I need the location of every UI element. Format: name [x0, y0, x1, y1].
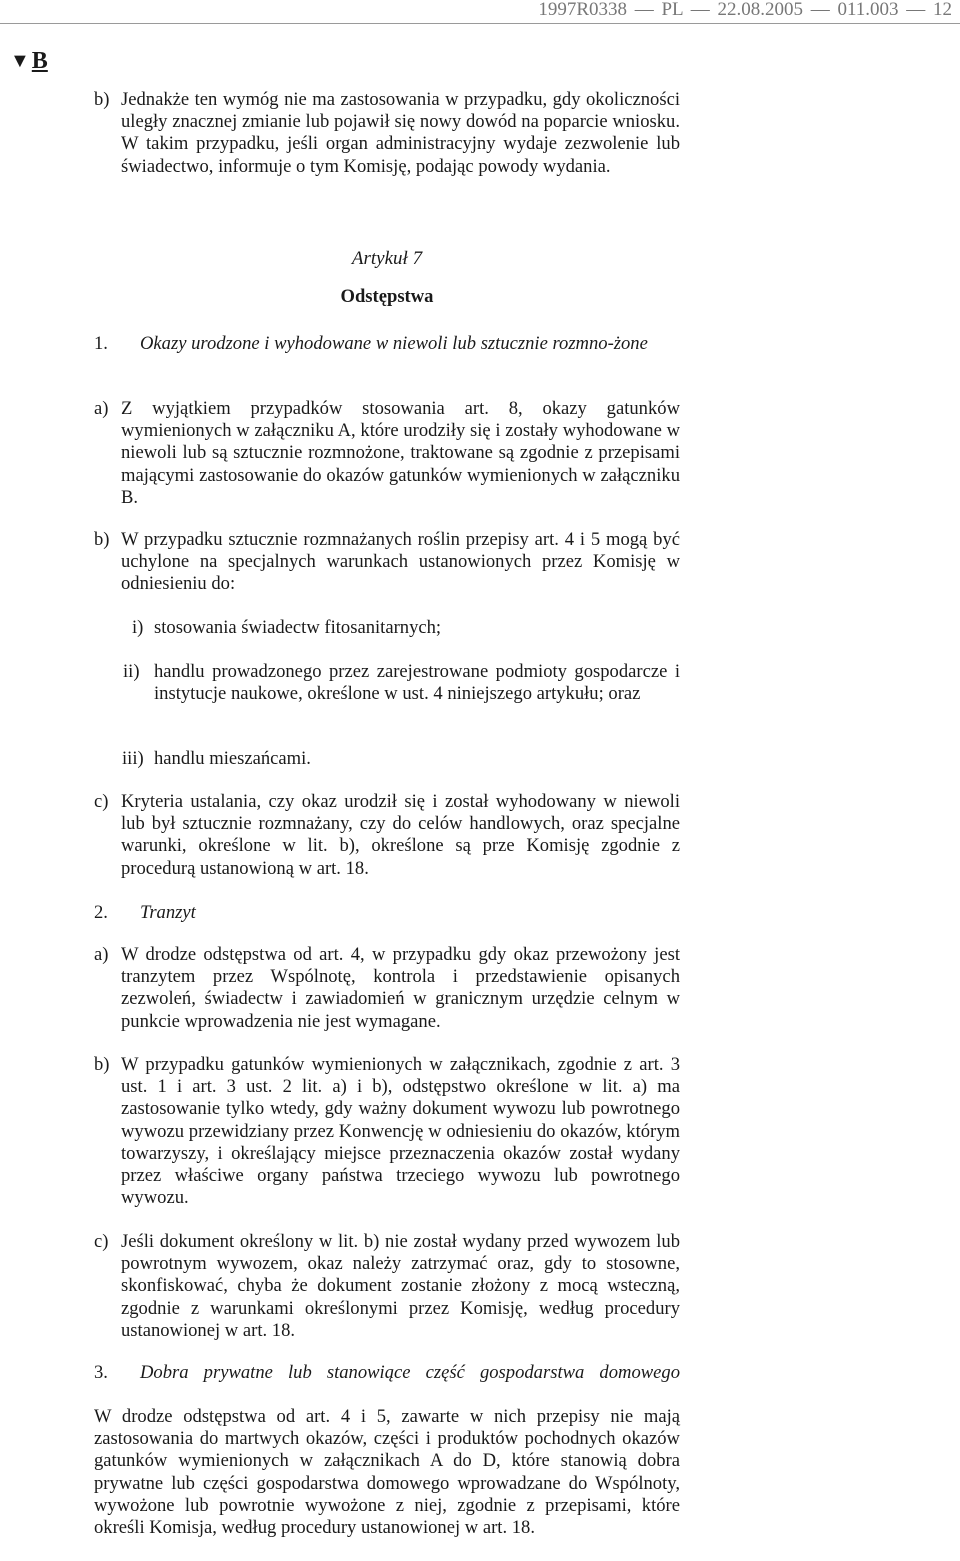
item-label: c) — [94, 791, 109, 812]
page-header — [0, 0, 960, 26]
item-text: W przypadku gatunków wymienionych w załącznikach, zgodnie z art. 3 ust. 1 i art. 3 ust. 2 lit. a) i b), odstępstwo określone w lit. a) ma zastosowanie tylko wtedy, gdy ważny dokument wywozu lub powrotnego wywozu przewidziany przez Konwencję w odniesieniu do okazów, którym towarzyszy, i określający miejsce przeznaczenia okazów został wydany przez właściwe organy państwa trzeciego wywozu lub powrotnego wywozu. — [121, 1054, 680, 1209]
section-3-text: W drodze odstępstwa od art. 4 i 5, zawarte w nich przepisy nie mają zastosowania do martwych okazów, części i produktów pochodnych okazów gatunków wymienionych w załącznikach A do D, które stanowią dobra prywatne lub części gospodarstwa domowego wprowadzane do Wspólnoty, wywożone lub powrotnie wywożone z niej, zgodnie z przepisami, które określi Komisja, według procedury ustanowionej w art. 18. — [94, 1406, 680, 1539]
article-title: Odstępstwa — [340, 286, 434, 307]
item-label: a) — [94, 398, 109, 419]
item-label: b) — [94, 1054, 110, 1075]
item-label: i) — [132, 617, 144, 638]
section-title: Okazy urodzone i wyhodowane w niewoli lub sztucznie rozmno-żone — [140, 333, 648, 354]
item-text: Jeśli dokument określony w lit. b) nie został wydany przed wywozem lub powrotnym wywozem, okaz należy zatrzymać oraz, gdy to stosowne, skonfiskować, chyba że dokument zostanie złożony z mocą wsteczną, zgodnie z warunkami określonymi przez Komisję, według procedury ustanowionej w art. 18. — [121, 1231, 680, 1341]
item-text: handlu mieszańcami. — [154, 748, 311, 769]
item-label: b) — [94, 529, 110, 550]
item-label: ii) — [123, 661, 140, 682]
item-text: W przypadku sztucznie rozmnażanych roślin przepisy art. 4 i 5 mogą być uchylone na specjalnych warunkach ustanowionych przez Komisję w odniesieniu do: — [121, 529, 680, 595]
item-label: a) — [94, 944, 109, 965]
item-label: c) — [94, 1231, 109, 1252]
section-title: Tranzyt — [140, 902, 196, 923]
section-number: 1. — [94, 333, 108, 354]
item-label: iii) — [122, 748, 144, 769]
item-text: handlu prowadzonego przez zarejestrowane podmioty gospodarcze i instytucje naukowe, określone w ust. 4 niniejszego artykułu; oraz — [154, 661, 680, 705]
section-number: 2. — [94, 902, 108, 923]
item-label: b) — [94, 89, 110, 110]
amendment-label: B — [31, 48, 48, 74]
item-text: Kryteria ustalania, czy okaz urodził się i został wyhodowany w niewoli lub był sztucznie rozmnażany, czy do celów handlowych, oraz specjalne warunki, określone w lit. b), określone są prze Komisję zgodnie z procedurą ustanowioną w art. 18. — [121, 791, 680, 879]
item-text: stosowania świadectw fitosanitarnych; — [154, 617, 442, 638]
section-number: 3. — [94, 1362, 108, 1383]
item-text: Z wyjątkiem przypadków stosowania art. 8, okazy gatunków wymienionych w załączniku A, które urodziły się i zostały wyhodowane w niewoli lub są sztucznie rozmnożone, traktowane są zgodnie z przepisami mającymi zastosowanie do okazów gatunków wymienionych w załączniku B. — [121, 398, 680, 508]
article-number: Artykuł 7 — [351, 248, 423, 269]
amendment-marker — [10, 48, 48, 75]
section-title: Dobra prywatne lub stanowiące część gospodarstwa domowego — [140, 1362, 680, 1383]
item-text: W drodze odstępstwa od art. 4, w przypadku gdy okaz przewożony jest tranzytem przez Wspólnotę, kontrola i przedstawienie opisanych zezwoleń, świadectw i zawiadomień w granicznym urzędzie celnym w punkcie wprowadzenia nie jest wymagane. — [121, 944, 680, 1032]
triangle-down-icon: ▼ — [10, 50, 30, 72]
document-reference: 1997R0338 — PL — 22.08.2005 — 011.003 — 12 — [538, 0, 952, 20]
header-rule — [0, 23, 960, 24]
item-text: Jednakże ten wymóg nie ma zastosowania w przypadku, gdy okoliczności uległy znacznej zmianie lub pojawił się nowy dowód na poparcie wniosku. W takim przypadku, jeśli organ administracyjny wydaje zezwolenie lub świadectwo, informuje o tym Komisję, podając powody wydania. — [121, 89, 680, 177]
